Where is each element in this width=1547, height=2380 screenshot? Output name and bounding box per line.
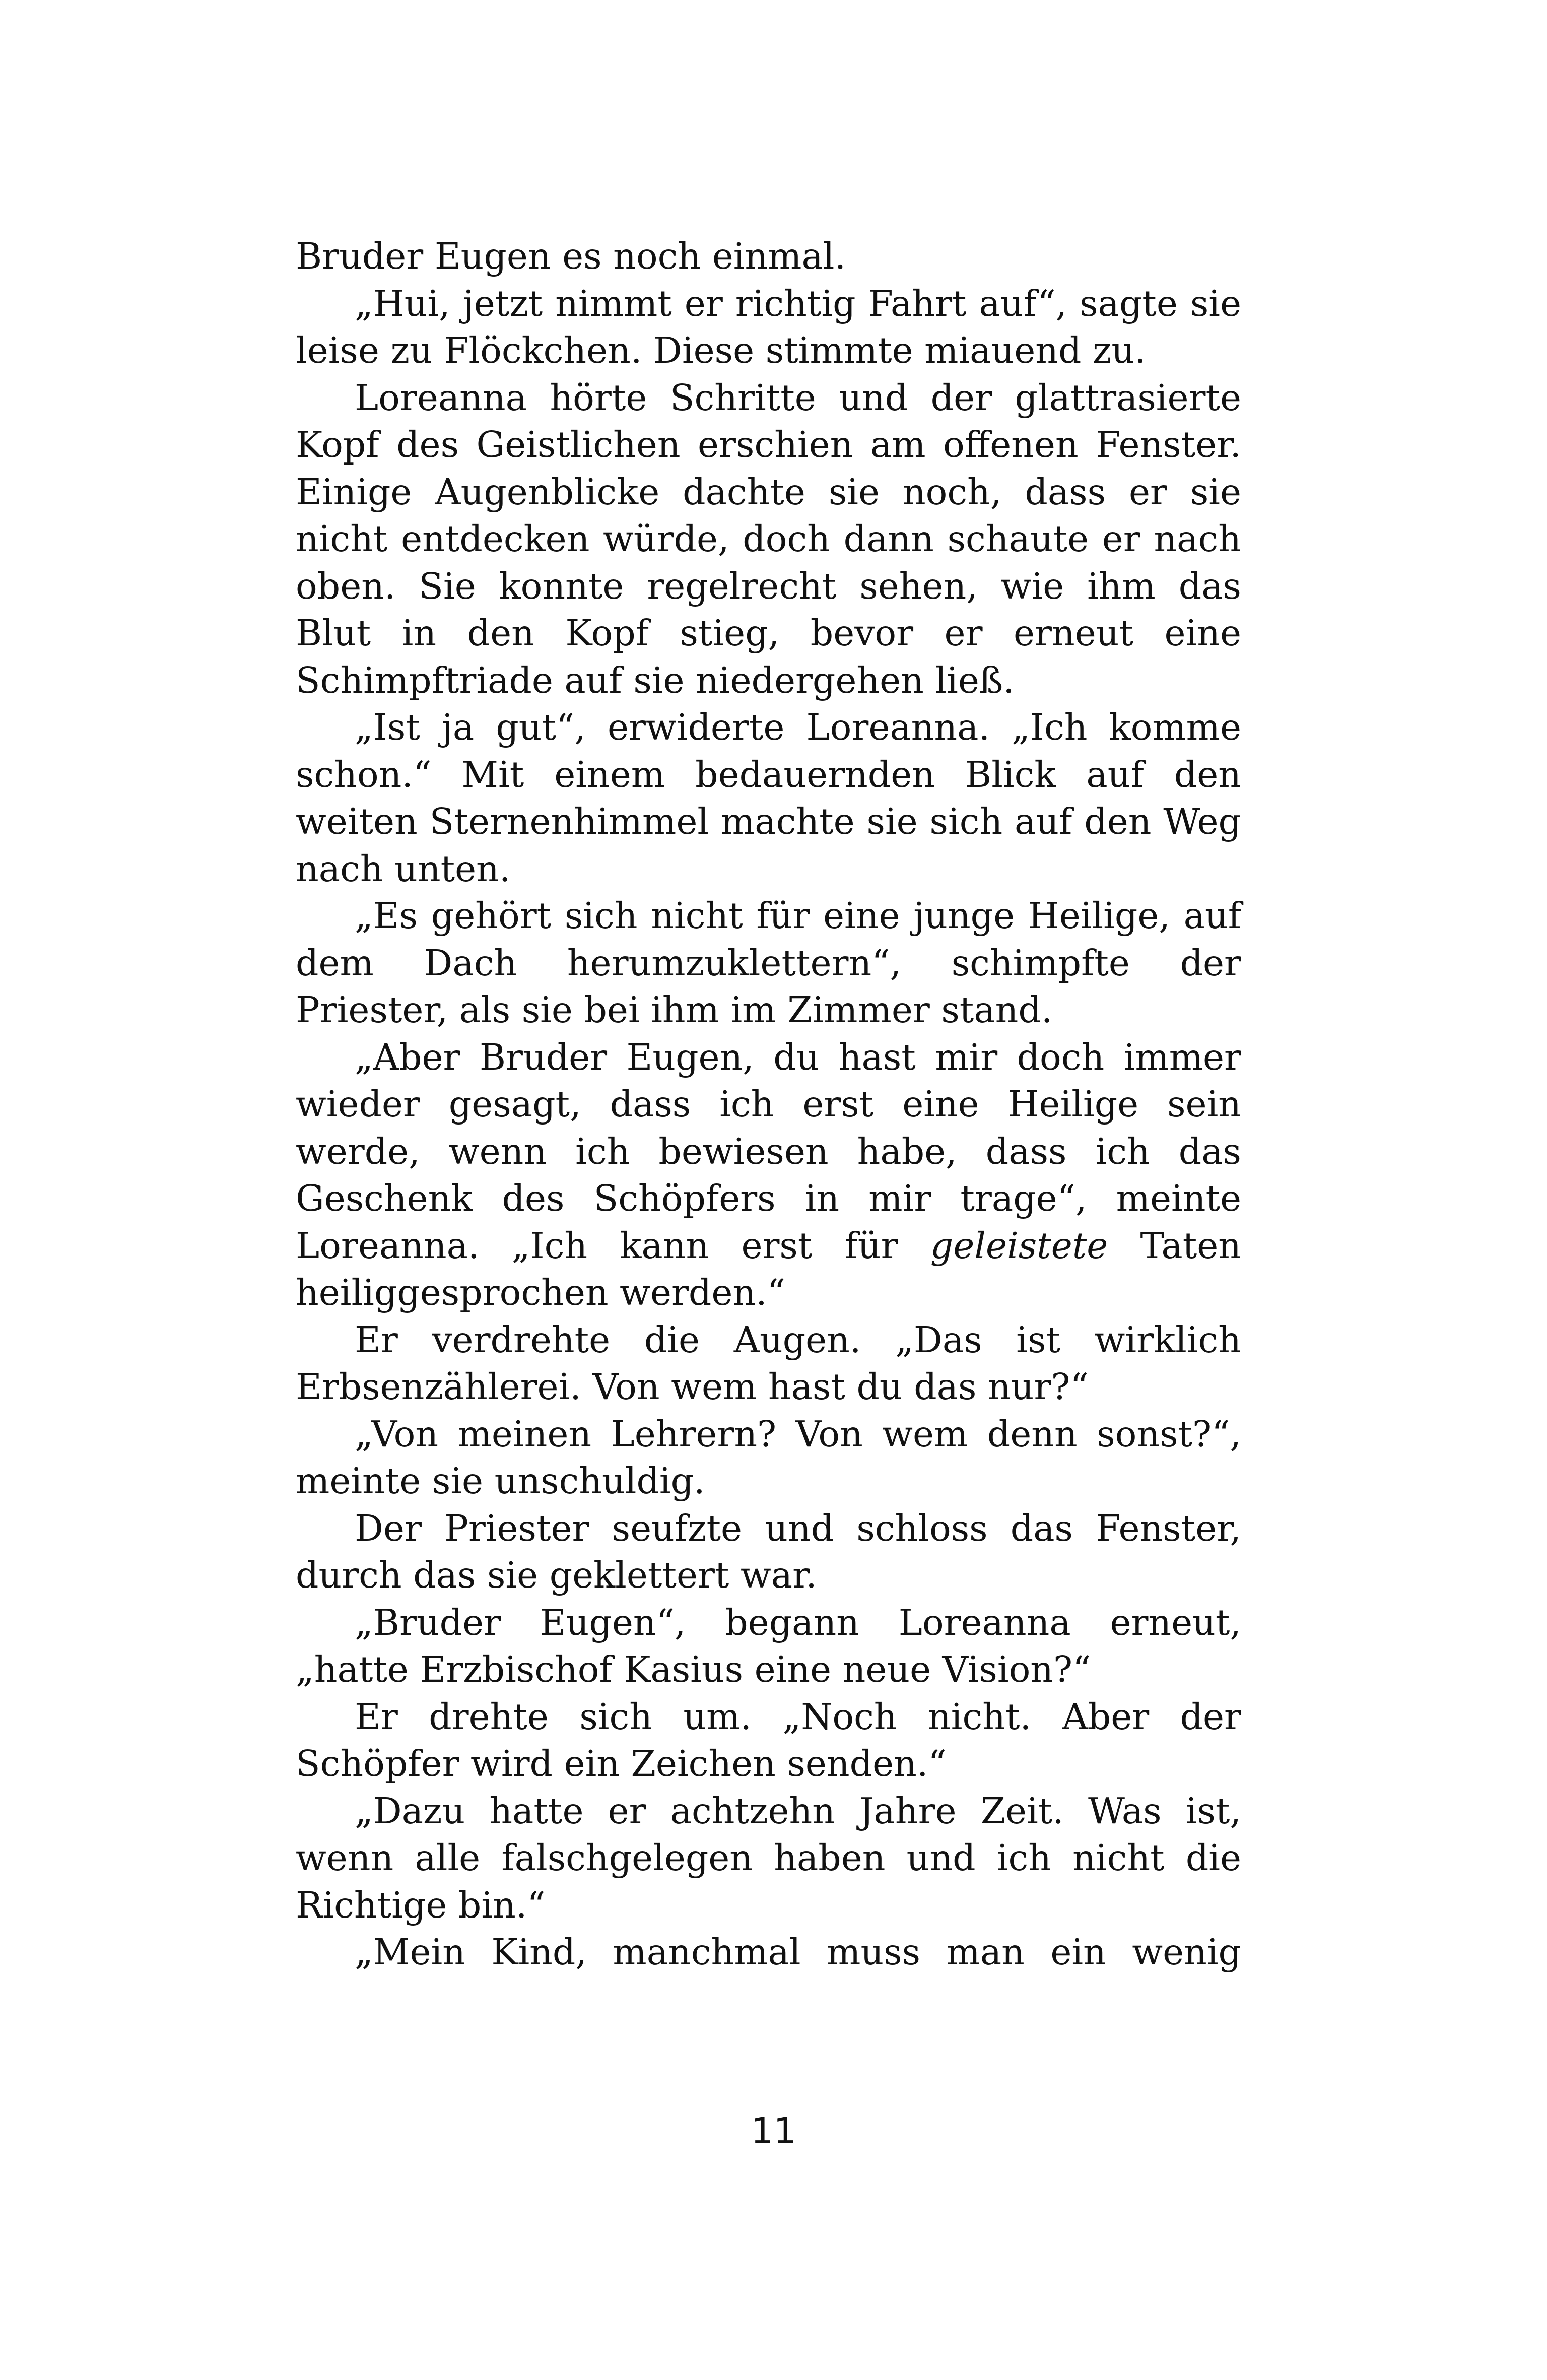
body-text [296,233,1241,1976]
page-number: 11 [751,2110,796,2152]
paragraph: Bruder Eugen es noch einmal. [296,235,846,277]
paragraph: „Hui, jetzt nimmt er richtig Fahrt auf“, sagte sie leise zu Flöckchen. Diese stimmte miauend zu. [296,282,1241,371]
paragraph: „Bruder Eugen“, begann Loreanna erneut, „hatte Erzbischof Kasius eine neue Vision?“ [296,1601,1241,1690]
paragraph: „Ist ja gut“, erwiderte Loreanna. „Ich komme schon.“ Mit einem bedauernden Blick auf den weiten Sternenhimmel machte sie sich auf den Weg nach unten. [296,706,1241,890]
paragraph: „Mein Kind, manchmal muss man ein wenig [355,1931,1241,1973]
paragraph: Loreanna hörte Schritte und der glattrasierte Kopf des Geistlichen erschien am offenen Fenster. Einige Augenblicke dachte sie noch, dass er sie nicht entdecken würde, doch dann schaute er nach oben. Sie konnte regelrecht sehen, wie ihm das Blut in den Kopf stieg, bevor er erneut eine Schimpftriade auf sie niedergehen ließ. [296,376,1241,701]
paragraph: „Es gehört sich nicht für eine junge Heilige, auf dem Dach herumzuklettern“, schimpfte der Priester, als sie bei ihm im Zimmer stand. [296,895,1241,1031]
emphasized-word: geleistete [930,1224,1108,1267]
paragraph: „Von meinen Lehrern? Von wem denn sonst?“, meinte sie unschuldig. [296,1413,1241,1502]
paragraph: Er verdrehte die Augen. „Das ist wirklich Erbsenzählerei. Von wem hast du das nur?“ [296,1318,1241,1408]
paragraph-text: „Aber Bruder Eugen, du hast mir doch immer wieder gesagt, dass ich erst eine Heilige sein werde, wenn ich bewiesen habe, dass ich das Geschenk des Schöpfers in mir trage“, meinte Loreanna. „Ich kann erst für [296,1036,1241,1267]
paragraph: Der Priester seufzte und schloss das Fenster, durch das sie geklettert war. [296,1507,1241,1596]
paragraph-text: Taten heiliggesprochen werden.“ [296,1224,1241,1313]
paragraph: Er drehte sich um. „Noch nicht. Aber der Schöpfer wird ein Zeichen senden.“ [296,1695,1241,1784]
paragraph: „Dazu hatte er achtzehn Jahre Zeit. Was ist, wenn alle falschgelegen haben und ich nicht die Richtige bin.“ [296,1790,1241,1926]
paragraph [296,1034,1241,1316]
